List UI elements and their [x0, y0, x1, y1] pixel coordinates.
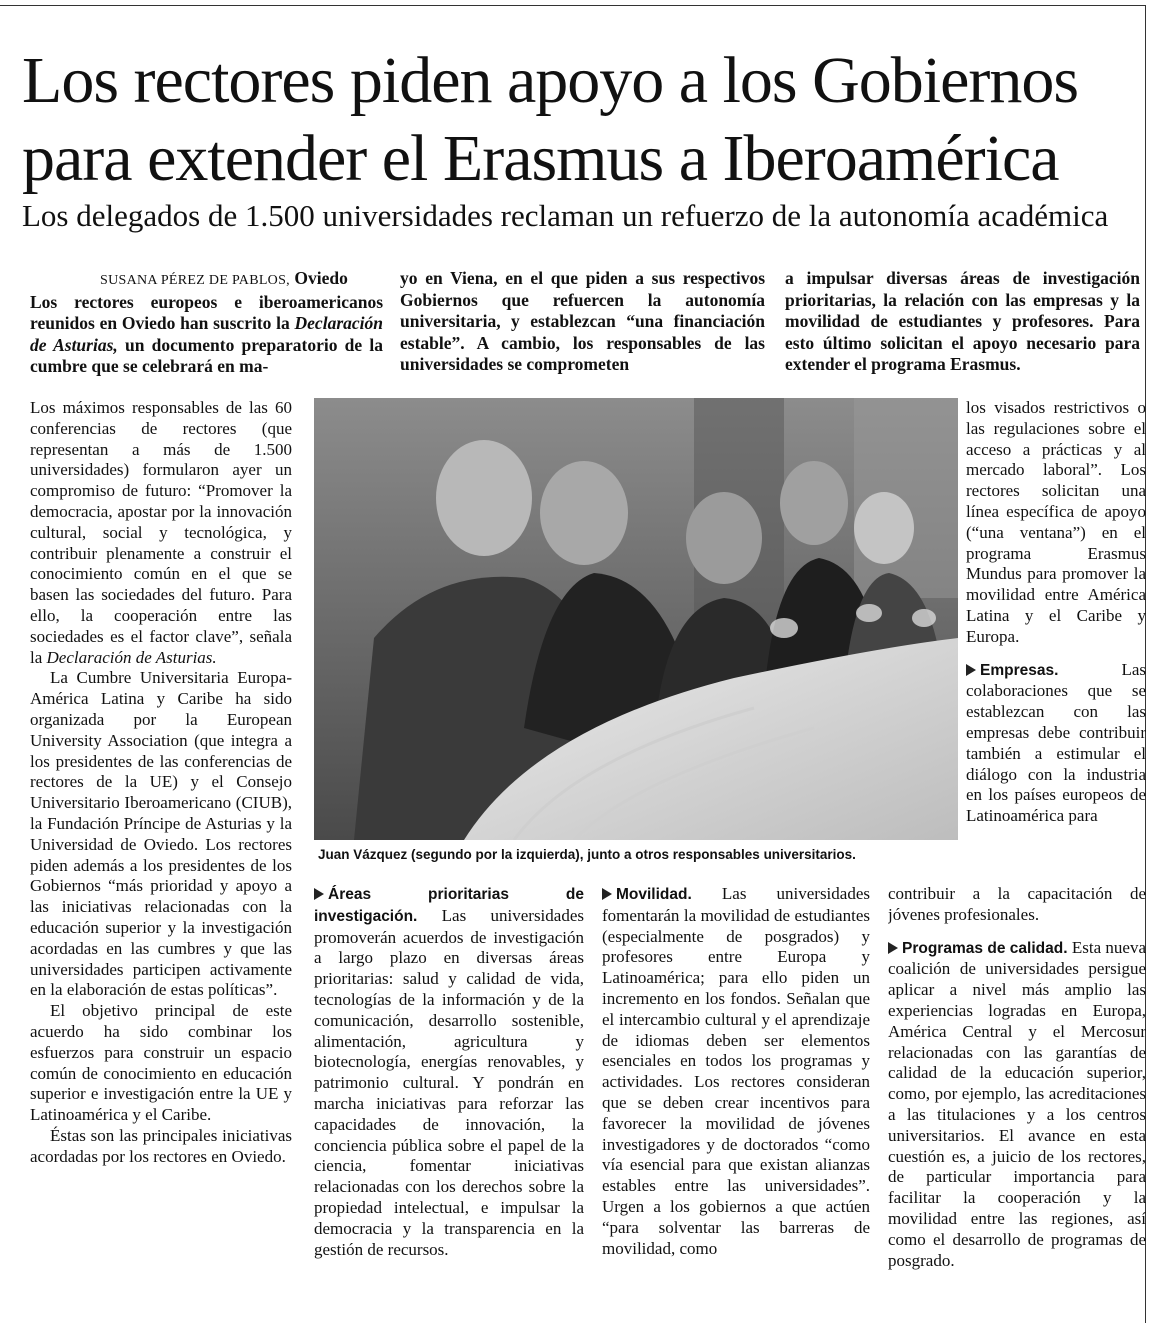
subtitle: Los delegados de 1.500 universidades reclaman un refuerzo de la autonomía académica: [22, 198, 1109, 233]
paragraph-text: Los máximos responsables de las 60 conferencias de rectores (que representan a más de 1.500 universidades) formularon ayer un compromiso de futuro: “Promover la democracia, apostar por la innovación cultural, social y tecnológica, y contribuir plenamente a construir el conocimiento común en el que se basen las sociedades del futuro. Para ello, la cooperación entre las sociedades es el factor clave”, señala la: [30, 398, 292, 667]
lead-column-3: a impulsar diversas áreas de investigación prioritarias, la relación con las empresas y la movilidad de estudiantes y profesores. Para esto último solicitan el apoyo necesario para extender el programa Erasmus.: [785, 268, 1140, 374]
photo-illustration: [314, 398, 958, 840]
paragraph-text: Las colaboraciones que se establezcan con las empresas debe contribuir también a estimular el diálogo con la industria en los países europeos de Latinoamérica para: [966, 659, 1146, 826]
paragraph-text: Las universidades promoverán acuerdos de investigación a largo plazo en diversas áreas prioritarias: salud y calidad de vida, tecnologías de la información y de la comunicación, desarrollo sostenible, alimentación, agricultura y biotecnología, energías renovables, y patrimonio cultural. Y pondrán en marcha iniciativas para reforzar las capacidades de innovación, la conciencia pública sobre el papel de la ciencia, fomentar iniciativas relacionadas con los derechos sobre la propiedad intelectual, e impulsar la democracia y la transparencia en la gestión de recursos.: [314, 905, 584, 1259]
section-kicker: Empresas.: [980, 661, 1059, 679]
paragraph: contribuir a la capacitación de jóvenes profesionales.: [888, 884, 1146, 924]
paragraph-section: [966, 660, 1146, 827]
paragraph: los visados restrictivos o las regulaciones sobre el acceso a prácticas y al mercado laboral”. Los rectores solicitan una línea específica de apoyo (“una ventana”) en el programa Erasmus Mundus para promover la movilidad entre América Latina y el Caribe y Europa.: [966, 398, 1146, 646]
top-rule: [0, 5, 1145, 6]
triangle-bullet-icon: [888, 942, 898, 954]
lead-text-1a: Los rectores europeos e iberoamericanos reunidos en Oviedo han suscrito la: [30, 291, 383, 333]
lead-text-1-em: Declaración de Asturias,: [30, 313, 383, 355]
headline: [22, 42, 1147, 198]
section-kicker: Movilidad.: [616, 886, 692, 903]
byline-author: SUSANA PÉREZ DE PABLOS,: [100, 273, 290, 288]
triangle-bullet-icon: [314, 888, 324, 900]
lead-column-1: [30, 268, 383, 380]
paragraph-emphasis: Declaración de Asturias.: [46, 647, 217, 667]
lead-column-2: yo en Viena, en el que piden a sus respectivos Gobiernos que refuercen la autonomía universitaria, y establezcan “una financiación estable”. A cambio, los responsables de las universidades se comprometen: [400, 268, 765, 374]
paragraph-text: Esta nueva coalición de universidades persigue aplicar a nivel más amplio las experiencias logradas en Europa, América Central y el Mercosur relacionadas con las garantías de calidad de la educación superior, como, por ejemplo, las acreditaciones a las titulaciones y a los centros universitarios. El avance en esta cuestión es, a juicio de los rectores, de particular importancia para facilitar la cooperación y la movilidad entre las regiones, así como el desarrollo de programas de posgrado.: [888, 937, 1146, 1270]
paragraph-section: [888, 938, 1146, 1272]
paragraph: [30, 398, 292, 668]
paragraph: La Cumbre Universitaria Europa-América Latina y Caribe ha sido organizada por la European University Association (que integra a los presidentes de las conferencias de rectores de la UE) y el Consejo Universitario Iberoamericano (CIUB), la Fundación Príncipe de Asturias y la Universidad de Oviedo. Los rectores piden además a los presidentes de los Gobiernos “más prioridad y apoyo a las iniciativas relacionadas con la educación superior y la investigación acordadas en las cumbres y que las universidades participen activamente en la elaboración de estas políticas”.: [30, 668, 292, 1000]
triangle-bullet-icon: [966, 664, 976, 676]
paragraph-section: [602, 884, 870, 1259]
news-photo: [314, 398, 958, 840]
section-kicker: Áreas prioritarias de investigación.: [314, 886, 584, 925]
body-column-2: [314, 884, 584, 1304]
headline-line-2: para extender el Erasmus a Iberoamérica: [22, 122, 1059, 195]
body-column-4: [888, 884, 1146, 1304]
lead-text-1b: un documento preparatorio de la cumbre que se celebrará en ma-: [30, 334, 383, 376]
paragraph-section: [314, 884, 584, 1260]
body-column-right-top: [966, 398, 1146, 882]
body-column-1: [30, 398, 292, 1303]
triangle-bullet-icon: [602, 888, 612, 900]
body-column-3: [602, 884, 870, 1304]
headline-line-1: Los rectores piden apoyo a los Gobiernos: [22, 44, 1079, 117]
paragraph: Éstas son las principales iniciativas acordadas por los rectores en Oviedo.: [30, 1125, 292, 1166]
paragraph-text: Las universidades fomentarán la movilidad de estudiantes (especialmente de posgrados) y profesores entre Europa y Latinoamérica; para ello piden un incremento en los fondos. Señalan que el intercambio cultural y el aprendizaje de idiomas deben ser elementos esenciales en todos los programas y actividades. Los rectores consideran que se deben crear incentivos para favorecer la movilidad de jóvenes investigadores y de doctorados “como vía esencial para que existan alianzas estables entre las universidades”. Urgen a los gobiernos a que actúen “para solventar las barreras de movilidad, como: [602, 884, 870, 1258]
byline-place: Oviedo: [294, 268, 348, 288]
photo-caption: Juan Vázquez (segundo por la izquierda), junto a otros responsables universitarios.: [318, 847, 856, 862]
section-kicker: Programas de calidad.: [902, 939, 1068, 957]
paragraph: El objetivo principal de este acuerdo ha sido combinar los esfuerzos para construir un espacio común de conocimiento en educación superior e investigación entre la UE y Latinoamérica y el Caribe.: [30, 1001, 292, 1125]
